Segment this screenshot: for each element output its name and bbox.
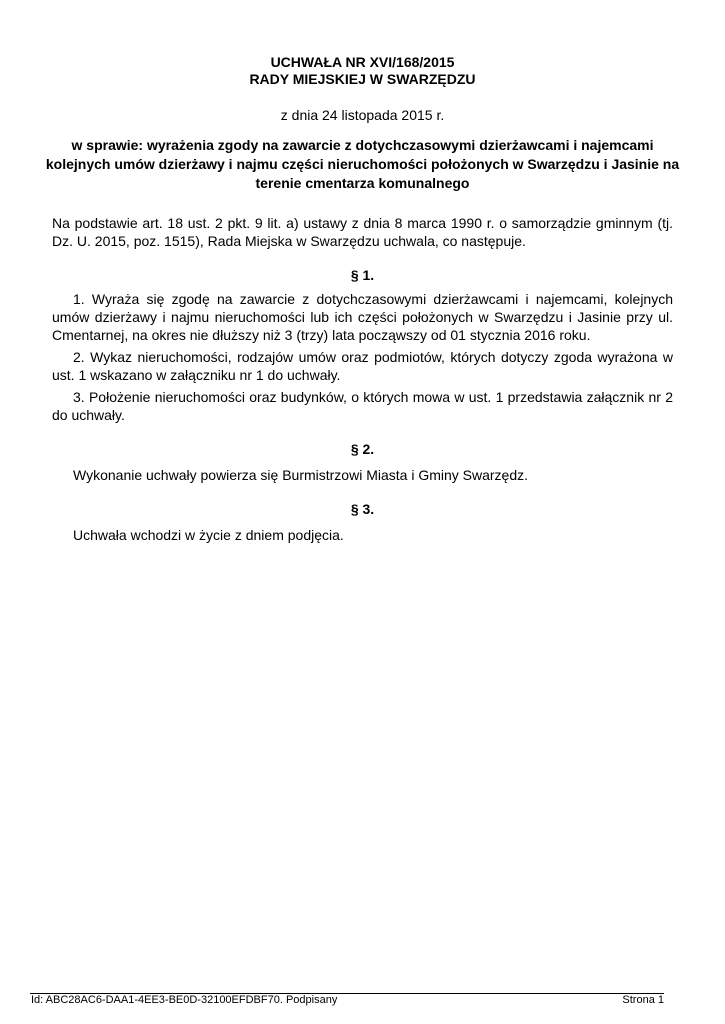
section-1-paragraph-1: 1. Wyraża się zgodę na zawarcie z dotychczasowymi dzierżawcami i najemcami, kolejnych umów dzierżawy i najmu nieruchomości lub ich części położonych w Swarzędzu i Jasinie przy ul. Cmentarnej, na okres nie dłuższy niż 3 (trzy) lata począwszy od 01 stycznia 2016 roku. xyxy=(52,291,673,343)
section-2-heading: § 2. xyxy=(350,441,375,457)
resolution-number: UCHWAŁA NR XVI/168/2015 xyxy=(270,54,455,70)
document-id: Id: ABC28AC6-DAA1-4EE3-BE0D-32100EFDBF70. Podpisany xyxy=(31,994,338,1006)
resolution-date: z dnia 24 listopada 2015 r. xyxy=(280,107,445,123)
section-3-paragraph: Uchwała wchodzi w życie z dniem podjęcia. xyxy=(73,527,344,543)
section-2-paragraph: Wykonanie uchwały powierza się Burmistrzowi Miasta i Gminy Swarzędz. xyxy=(73,467,529,483)
section-1-heading: § 1. xyxy=(350,267,375,283)
section-1-paragraph-3: 3. Położenie nieruchomości oraz budynków, o których mowa w ust. 1 przedstawia załącznik nr 2 do uchwały. xyxy=(52,389,673,423)
council-name: RADY MIEJSKIEJ W SWARZĘDZU xyxy=(249,71,476,87)
section-1-paragraph-2: 2. Wykaz nieruchomości, rodzajów umów oraz podmiotów, których dotyczy zgoda wyrażona w ust. 1 wskazano w załączniku nr 1 do uchwały. xyxy=(52,349,673,383)
page-number: Strona 1 xyxy=(622,994,664,1006)
section-3-heading: § 3. xyxy=(350,501,375,517)
resolution-subject: w sprawie: wyrażenia zgody na zawarcie z dotychczasowymi dzierżawcami i najemcami kolejnych umów dzierżawy i najmu części nieruchomości położonych w Swarzędzu i Jasinie na terenie cmentarza komunalnego xyxy=(45,137,680,191)
preamble: Na podstawie art. 18 ust. 2 pkt. 9 lit. a) ustawy z dnia 8 marca 1990 r. o samorządzie gminnym (tj. Dz. U. 2015, poz. 1515), Rada Miejska w Swarzędzu uchwala, co następuje. xyxy=(52,215,673,249)
